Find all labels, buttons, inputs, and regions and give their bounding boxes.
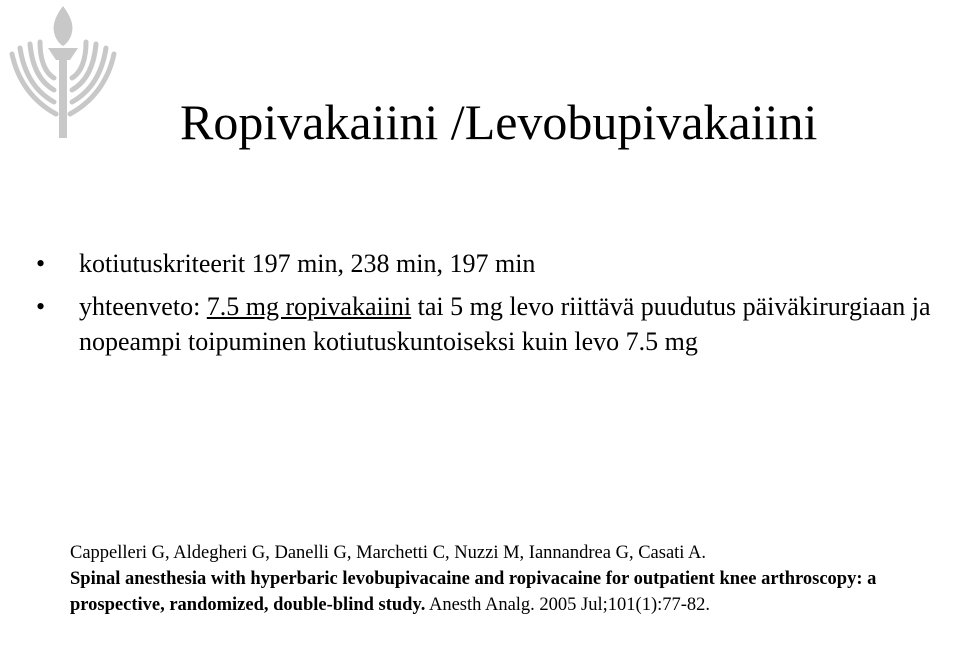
reference-citation <box>70 540 950 618</box>
university-torch-wings-logo-icon <box>4 2 122 142</box>
summary-underlined-dose: 7.5 mg ropivakaiini <box>206 292 412 321</box>
slide-title: Ropivakaiini /Levobupivakaiini <box>180 94 818 150</box>
bullet-marker: • <box>36 292 46 321</box>
bullet-list <box>36 246 951 367</box>
bullet-marker: • <box>36 249 46 278</box>
reference-journal: Anesth Analg. 2005 Jul;101(1):77-82. <box>428 595 711 615</box>
summary-conclusion: tai 5 mg levo riittävä puudutus päiväkirurgiaan ja nopeampi toipuminen kotiutuskuntoiseksi kuin levo 7.5 mg <box>79 292 931 356</box>
bullet-text: kotiutuskriteerit 197 min, 238 min, 197 min <box>79 249 536 278</box>
bullet-item-summary <box>36 289 951 359</box>
bullet-item-discharge-criteria <box>36 246 951 281</box>
reference-authors: Cappelleri G, Aldegheri G, Danelli G, Marchetti C, Nuzzi M, Iannandrea G, Casati A. <box>70 543 707 563</box>
summary-label: yhteenveto: <box>79 292 207 321</box>
reference-article-title: Spinal anesthesia with hyperbaric levobupivacaine and ropivacaine for outpatient knee arthroscopy: a prospective, randomized, double-blind study. <box>70 569 877 615</box>
